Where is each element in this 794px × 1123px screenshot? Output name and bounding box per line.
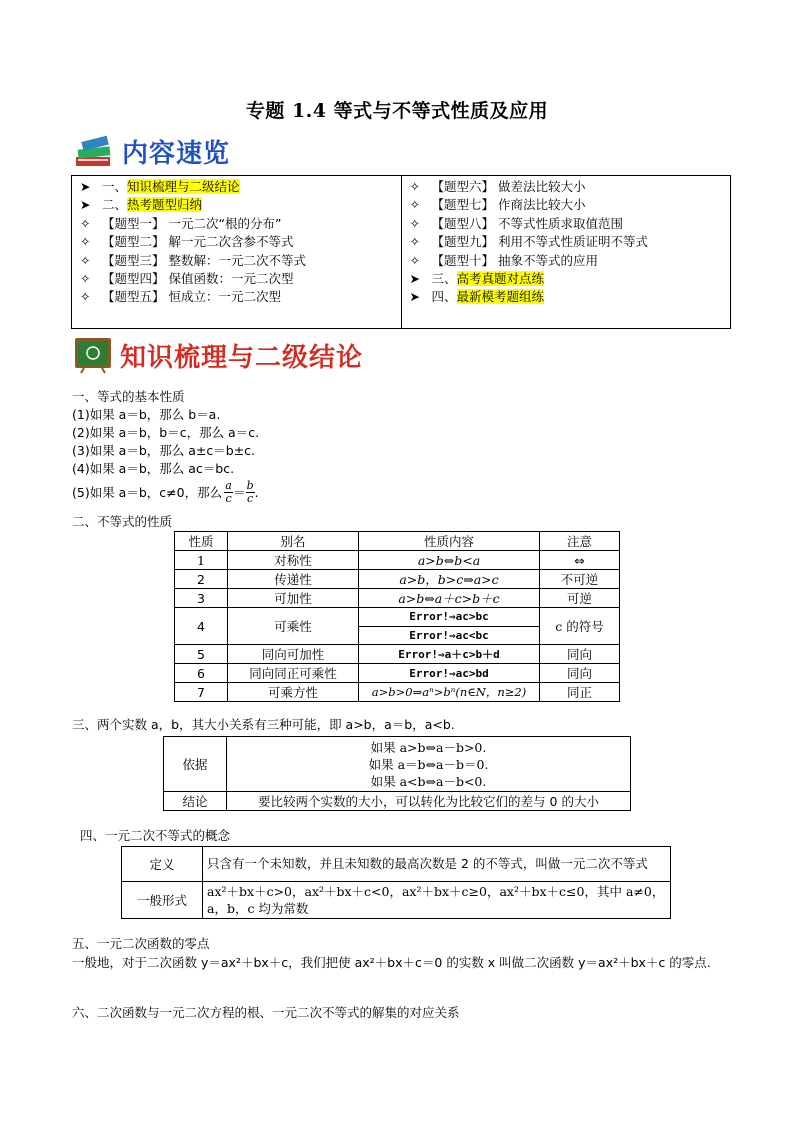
basis-line: 如果 a＝b⇔a－b＝0. xyxy=(368,756,489,772)
toc-item[interactable] xyxy=(410,252,723,270)
section-compare-heading: 三、两个实数 a，b，其大小关系有三种可能，即 a>b，a＝b，a<b. xyxy=(72,717,455,732)
cell-label: 定义 xyxy=(122,847,203,882)
cell-label: 依据 xyxy=(164,737,227,792)
text-line: (3)如果 a＝b，那么 a±c＝b±c. xyxy=(72,443,256,458)
cell-basis xyxy=(227,737,631,792)
fraction-b-over-c xyxy=(246,480,255,505)
cell-number: 2 xyxy=(175,570,228,589)
cell-number: 5 xyxy=(175,645,228,664)
toc-item-label: 【题型五】 恒成立：一元二次型 xyxy=(102,289,281,305)
table-row xyxy=(122,847,671,882)
toc-item-label: 一、 xyxy=(102,179,128,194)
cell-content: a>b，b>c⇒a>c xyxy=(359,570,540,589)
cell-note: 同向 xyxy=(540,645,620,664)
toc-item-label: 【题型七】 作商法比较大小 xyxy=(431,197,586,213)
table-row xyxy=(175,570,620,589)
quadratic-concept-table xyxy=(121,846,671,919)
cell-note: 同向 xyxy=(540,664,620,683)
cell-note: ⇔ xyxy=(540,551,620,570)
toc-item-label: 【题型四】 保值函数：一元二次型 xyxy=(102,271,294,287)
cell-number: 7 xyxy=(175,683,228,702)
cell-number: 3 xyxy=(175,589,228,608)
cell-label: 结论 xyxy=(164,792,227,811)
toc-item-label: 四、 xyxy=(431,289,457,305)
toc-item[interactable] xyxy=(80,252,393,270)
toc-item-highlight: 知识梳理与二级结论 xyxy=(127,179,240,194)
cell-name: 可乘方性 xyxy=(228,683,359,702)
section-heading: 五、一元二次函数的零点 xyxy=(72,936,210,951)
table-header: 性质 xyxy=(175,532,228,551)
cell-name: 传递性 xyxy=(228,570,359,589)
cell-definition: 只含有一个未知数，并且未知数的最高次数是 2 的不等式，叫做一元二次不等式 xyxy=(203,847,671,882)
fraction-denominator: c xyxy=(225,492,232,505)
cell-number: 4 xyxy=(175,608,228,645)
section-zero xyxy=(72,935,732,972)
toc-item[interactable] xyxy=(80,178,393,196)
cell-content: a>b⇔b<a xyxy=(359,551,540,570)
chalkboard-icon xyxy=(74,336,112,374)
table-row xyxy=(175,645,620,664)
toc-item[interactable] xyxy=(80,215,393,233)
star-bullet-icon: ✧ xyxy=(80,234,91,250)
star-bullet-icon: ✧ xyxy=(80,215,91,231)
toc-item-label: 【题型六】 做差法比较大小 xyxy=(431,179,586,194)
toc-item[interactable] xyxy=(410,288,723,306)
cell-content: a>b>0⇒aⁿ>bⁿ(n∈N，n≥2) xyxy=(359,683,540,702)
cell-conclusion: 要比较两个实数的大小，可以转化为比较它们的差与 0 的大小 xyxy=(227,792,631,811)
period: . xyxy=(254,484,259,500)
table-header-row xyxy=(175,532,620,551)
basis-line: 如果 a>b⇔a－b>0. xyxy=(370,739,487,755)
cell-name: 可乘性 xyxy=(228,608,359,645)
cell-note: 不可逆 xyxy=(540,570,620,589)
overview-banner xyxy=(74,133,230,170)
text-line-prefix: (5)如果 a＝b，c≠0，那么 xyxy=(72,484,223,500)
cell-note: 同正 xyxy=(540,683,620,702)
toc-item-highlight: 高考真题对点练 xyxy=(456,271,545,287)
toc-box xyxy=(71,175,731,329)
table-header: 性质内容 xyxy=(359,532,540,551)
toc-item[interactable] xyxy=(410,178,723,196)
toc-right-column xyxy=(402,176,731,328)
cell-content: Error!⇒ac>bc xyxy=(359,608,540,627)
section-body: 一般地，对于二次函数 y＝ax²＋bx＋c，我们把使 ax²＋bx＋c＝0 的实数 x 叫做二次函数 y＝ax²＋bx＋c 的零点. xyxy=(72,955,711,970)
cell-label: 一般形式 xyxy=(122,882,203,919)
section-heading: 一、等式的基本性质 xyxy=(72,389,185,404)
table-row xyxy=(164,737,631,792)
cell-content: Error!⇒ac>bd xyxy=(359,664,540,683)
table-header: 别名 xyxy=(228,532,359,551)
fraction-a-over-c xyxy=(224,480,233,505)
cell-note: c 的符号 xyxy=(540,608,620,645)
toc-left-column xyxy=(72,176,402,328)
toc-item-label: 【题型十】 抽象不等式的应用 xyxy=(431,252,598,268)
overview-banner-text: 内容速览 xyxy=(122,139,231,169)
text-line xyxy=(72,480,259,505)
table-row xyxy=(175,664,620,683)
page-title: 专题 1.4 等式与不等式性质及应用 xyxy=(245,100,549,122)
arrow-bullet-icon: ➤ xyxy=(409,271,420,287)
cell-number: 6 xyxy=(175,664,228,683)
arrow-bullet-icon: ➤ xyxy=(80,179,91,194)
toc-item-label: 【题型八】 不等式性质求取值范围 xyxy=(431,215,623,231)
table-row xyxy=(164,792,631,811)
section-equality xyxy=(72,388,259,505)
toc-item[interactable] xyxy=(410,196,723,214)
toc-item[interactable] xyxy=(80,270,393,288)
cell-content: Error!⇒a＋c>b＋d xyxy=(359,645,540,664)
cell-content: Error!⇒ac<bc xyxy=(359,626,540,645)
toc-item-highlight: 最新模考题组练 xyxy=(456,289,545,305)
section-inequality-heading: 二、不等式的性质 xyxy=(72,514,173,529)
star-bullet-icon: ✧ xyxy=(409,179,420,194)
section-correspondence-heading: 六、二次函数与一元二次方程的根、一元二次不等式的解集的对应关系 xyxy=(72,1005,460,1020)
star-bullet-icon: ✧ xyxy=(409,234,420,250)
fraction-numerator: a xyxy=(225,479,232,492)
knowledge-banner-text: 知识梳理与二级结论 xyxy=(120,342,364,373)
table-row xyxy=(175,551,620,570)
toc-item[interactable] xyxy=(80,233,393,251)
cell-name: 可加性 xyxy=(228,589,359,608)
toc-item-label: 【题型二】 解一元二次含参不等式 xyxy=(102,234,294,250)
text-line: (2)如果 a＝b，b＝c，那么 a＝c. xyxy=(72,425,260,440)
star-bullet-icon: ✧ xyxy=(80,271,91,287)
toc-item-label: 三、 xyxy=(431,271,457,287)
basis-line: 如果 a<b⇔a－b<0. xyxy=(370,773,487,789)
toc-item-label: 【题型三】 整数解：一元二次不等式 xyxy=(102,252,306,268)
cell-general-form: ax²＋bx＋c>0，ax²＋bx＋c<0，ax²＋bx＋c≥0，ax²＋bx＋c≤0，其中 a≠0，a，b，c 均为常数 xyxy=(203,882,671,919)
text-line: (1)如果 a＝b，那么 b＝a. xyxy=(72,407,221,422)
table-row xyxy=(175,589,620,608)
arrow-bullet-icon: ➤ xyxy=(80,197,91,213)
cell-number: 1 xyxy=(175,551,228,570)
star-bullet-icon: ✧ xyxy=(409,252,420,268)
toc-item[interactable] xyxy=(410,233,723,251)
text-line: (4)如果 a＝b，那么 ac＝bc. xyxy=(72,461,235,476)
star-bullet-icon: ✧ xyxy=(409,215,420,231)
star-bullet-icon: ✧ xyxy=(80,289,91,305)
cell-content: a>b⇔a＋c>b＋c xyxy=(359,589,540,608)
compare-table xyxy=(163,736,631,811)
fraction-denominator: c xyxy=(247,492,254,505)
toc-item[interactable] xyxy=(80,288,393,306)
cell-name: 同向可加性 xyxy=(228,645,359,664)
toc-item-label: 二、 xyxy=(102,197,128,213)
equals-sign: ＝ xyxy=(233,484,246,500)
toc-item-highlight: 热考题型归纳 xyxy=(127,197,203,213)
toc-item-label: 【题型一】 一元二次“根的分布” xyxy=(102,215,282,231)
table-row xyxy=(175,608,620,627)
toc-item[interactable] xyxy=(410,215,723,233)
knowledge-banner xyxy=(74,336,363,374)
fraction-numerator: b xyxy=(246,479,254,492)
inequality-properties-table xyxy=(174,531,620,702)
table-row xyxy=(175,683,620,702)
books-icon xyxy=(74,135,114,169)
toc-item[interactable] xyxy=(410,270,723,288)
table-row xyxy=(122,882,671,919)
table-header: 注意 xyxy=(540,532,620,551)
toc-item[interactable] xyxy=(80,196,393,214)
cell-name: 同向同正可乘性 xyxy=(228,664,359,683)
toc-item-label: 【题型九】 利用不等式性质证明不等式 xyxy=(431,234,648,250)
arrow-bullet-icon: ➤ xyxy=(409,289,420,305)
star-bullet-icon: ✧ xyxy=(409,197,420,213)
section-quadratic-heading: 四、一元二次不等式的概念 xyxy=(80,828,231,843)
cell-note: 可逆 xyxy=(540,589,620,608)
cell-name: 对称性 xyxy=(228,551,359,570)
star-bullet-icon: ✧ xyxy=(80,252,91,268)
